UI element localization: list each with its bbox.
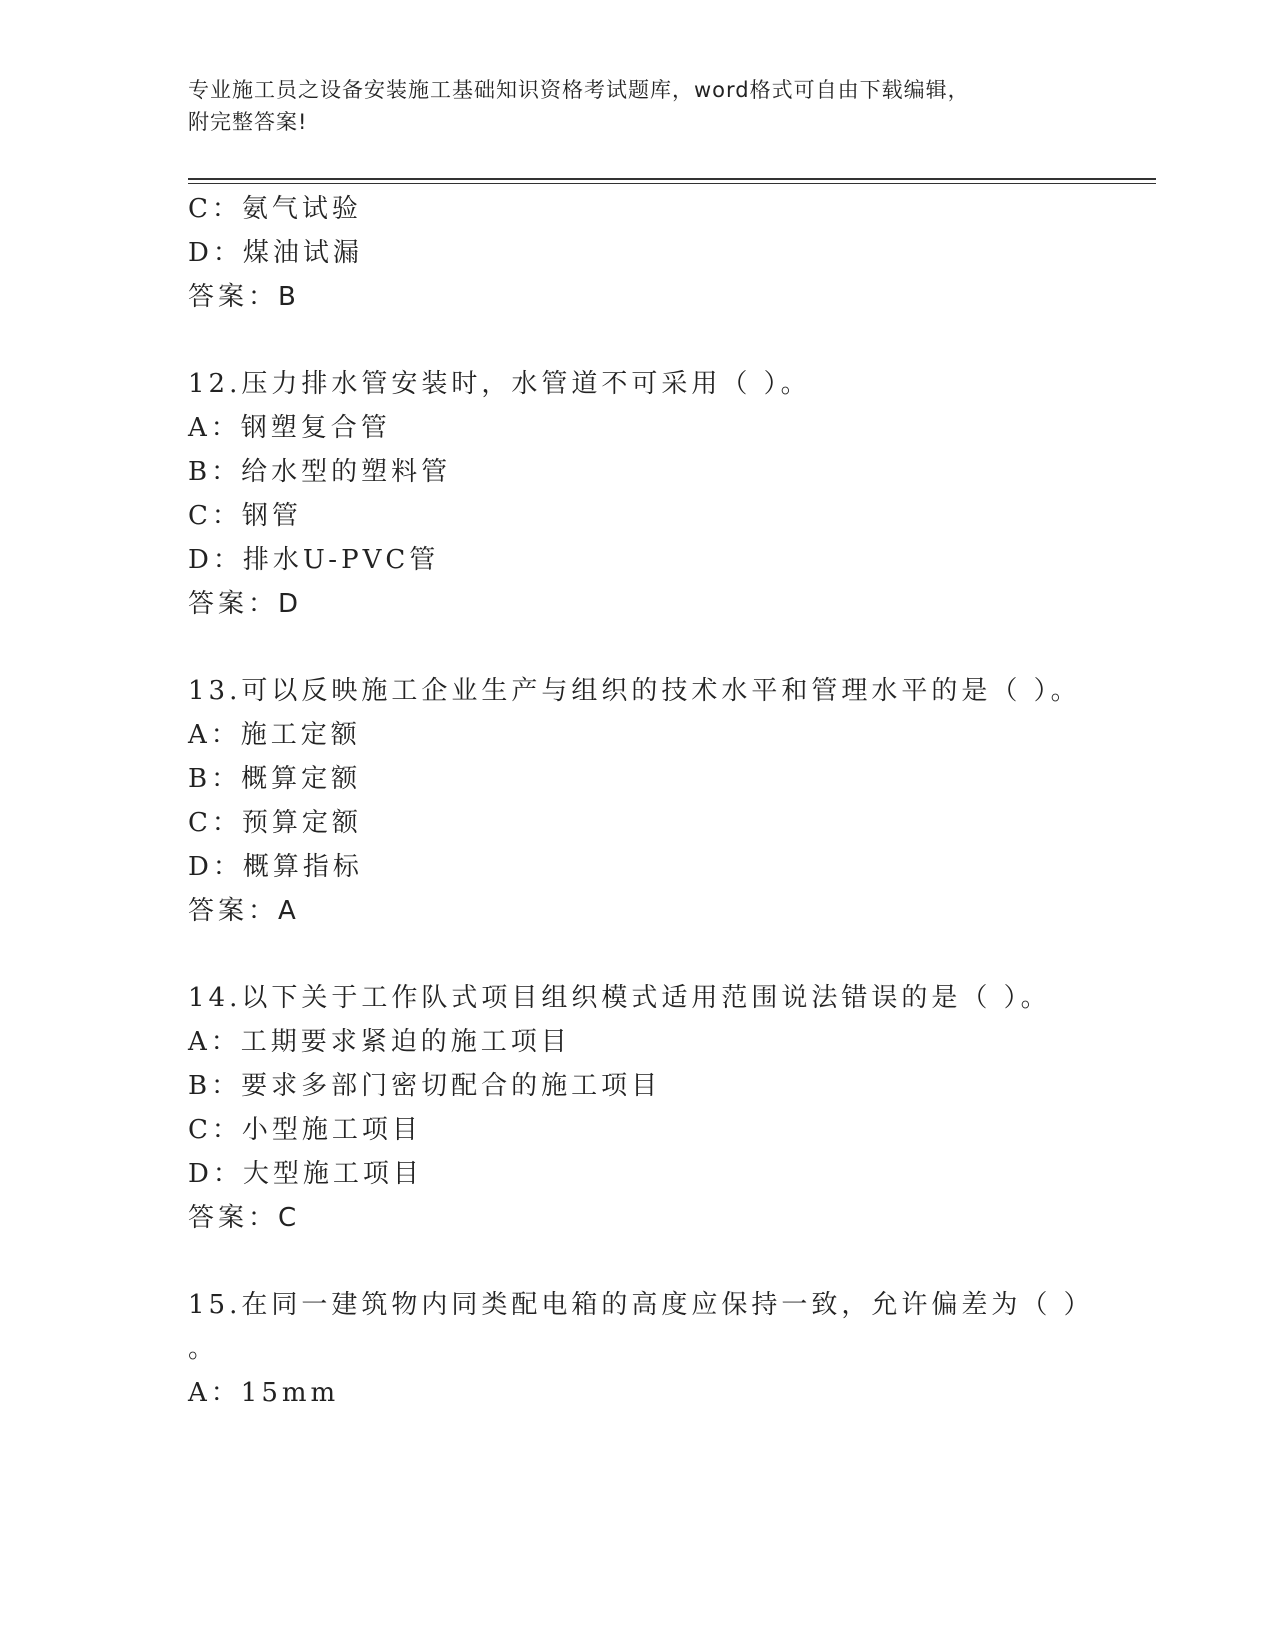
q11-option-c: C：氨气试验 — [188, 194, 362, 224]
header-divider-thick — [188, 178, 1156, 180]
document-header — [188, 74, 1068, 138]
q11-option-d: D：煤油试漏 — [188, 238, 363, 268]
q14-option-c: C：小型施工项目 — [188, 1115, 422, 1145]
q13-option-d: D：概算指标 — [188, 852, 363, 882]
q14-option-a: A：工期要求紧迫的施工项目 — [188, 1027, 571, 1057]
q13-answer: 答案：A — [188, 896, 300, 926]
header-line-1: 专业施工员之设备安装施工基础知识资格考试题库，word格式可自由下载编辑， — [188, 78, 970, 102]
q13-option-b: B：概算定额 — [188, 764, 362, 794]
q13-option-a: A：施工定额 — [188, 720, 361, 750]
q14-question: 14.以下关于工作队式项目组织模式适用范围说法错误的是（ ）。 — [188, 983, 1051, 1013]
q12-answer: 答案：D — [188, 589, 303, 619]
q12-option-d: D：排水U-PVC管 — [188, 545, 440, 575]
q12-option-b: B：给水型的塑料管 — [188, 457, 452, 487]
q12-option-a: A：钢塑复合管 — [188, 413, 391, 443]
q13-question: 13.可以反映施工企业生产与组织的技术水平和管理水平的是（ ）。 — [188, 676, 1081, 706]
q12-option-c: C：钢管 — [188, 501, 302, 531]
q15-option-a: A：15mm — [188, 1378, 340, 1408]
q14-answer: 答案：C — [188, 1203, 301, 1233]
q12-question: 12.压力排水管安装时，水管道不可采用（ ）。 — [188, 369, 811, 399]
header-divider-thin — [188, 183, 1156, 184]
q15-question: 15.在同一建筑物内同类配电箱的高度应保持一致，允许偏差为（ ） — [188, 1290, 1094, 1320]
q15-question-continuation: 。 — [188, 1334, 219, 1364]
q13-option-c: C：预算定额 — [188, 808, 362, 838]
q14-option-d: D：大型施工项目 — [188, 1159, 423, 1189]
header-line-2: 附完整答案! — [188, 110, 308, 134]
q14-option-b: B：要求多部门密切配合的施工项目 — [188, 1071, 662, 1101]
q11-answer: 答案：B — [188, 282, 300, 312]
